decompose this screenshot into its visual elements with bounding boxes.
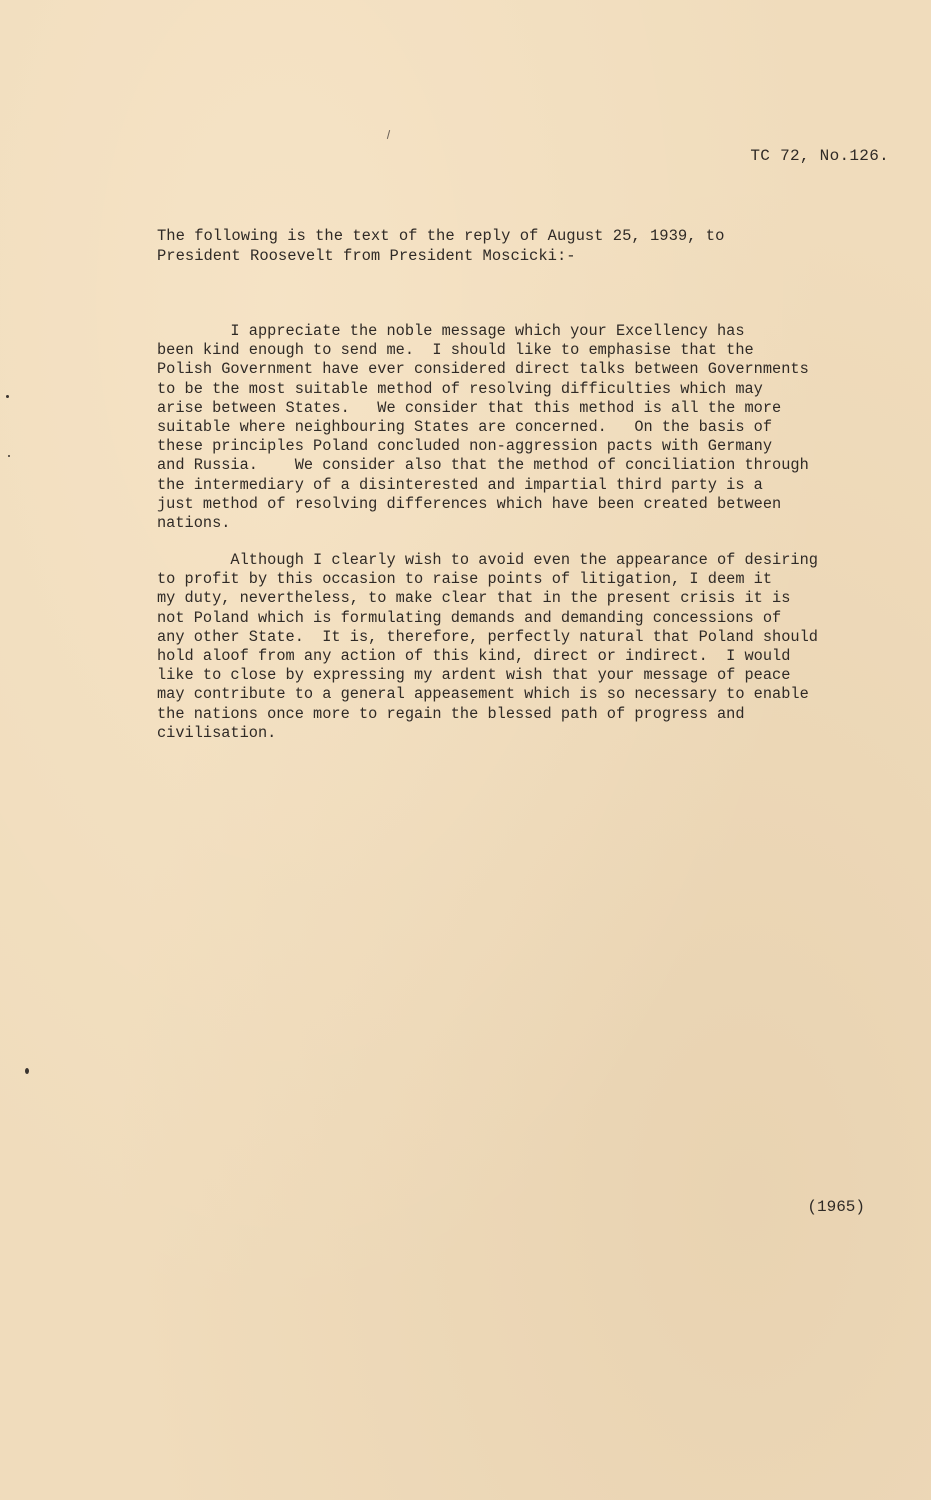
intro-line: The following is the text of the reply of August 25, 1939, to: [157, 227, 725, 245]
intro-paragraph: [157, 227, 817, 266]
text-line: my duty, nevertheless, to make clear that in the present crisis it is: [157, 589, 791, 608]
page-code: (1965): [807, 1198, 865, 1216]
text-line: these principles Poland concluded non-aggression pacts with Germany: [157, 437, 773, 456]
text-line: Polish Government have ever considered direct talks between Governments: [157, 360, 809, 379]
text-line: the intermediary of a disinterested and impartial third party is a: [157, 475, 763, 494]
text-line: like to close by expressing my ardent wish that your message of peace: [157, 666, 791, 685]
text-line: civilisation.: [157, 723, 277, 742]
text-line: not Poland which is formulating demands and demanding concessions of: [157, 608, 782, 627]
text-line: been kind enough to send me. I should like to emphasise that the: [157, 341, 754, 360]
text-line: to be the most suitable method of resolving difficulties which may: [157, 379, 763, 398]
text-line: arise between States. We consider that this method is all the more: [157, 398, 782, 417]
pencil-mark: [387, 130, 390, 139]
text-line: to profit by this occasion to raise points of litigation, I deem it: [157, 570, 773, 589]
text-line: and Russia. We consider also that the method of conciliation through: [157, 456, 809, 475]
text-line: any other State. It is, therefore, perfectly natural that Poland should: [157, 627, 818, 646]
text-line: just method of resolving differences which have been created between: [157, 494, 782, 513]
letter-paragraph-1: [157, 322, 857, 533]
text-line: suitable where neighbouring States are concerned. On the basis of: [157, 418, 773, 437]
text-line: I appreciate the noble message which your Excellency has: [157, 322, 745, 340]
reference-number: TC 72, No.126.: [750, 147, 889, 165]
text-line: may contribute to a general appeasement which is so necessary to enable: [157, 685, 809, 704]
text-line: nations.: [157, 514, 231, 533]
ink-speck: [6, 395, 9, 398]
text-line: hold aloof from any action of this kind, direct or indirect. I would: [157, 647, 791, 666]
intro-line: President Roosevelt from President Moscicki:-: [157, 246, 576, 265]
text-line: the nations once more to regain the blessed path of progress and: [157, 704, 745, 723]
ink-speck: [8, 455, 10, 457]
text-line: Although I clearly wish to avoid even the appearance of desiring: [157, 551, 818, 569]
ink-speck: [25, 1068, 29, 1074]
letter-paragraph-2: [157, 551, 857, 743]
